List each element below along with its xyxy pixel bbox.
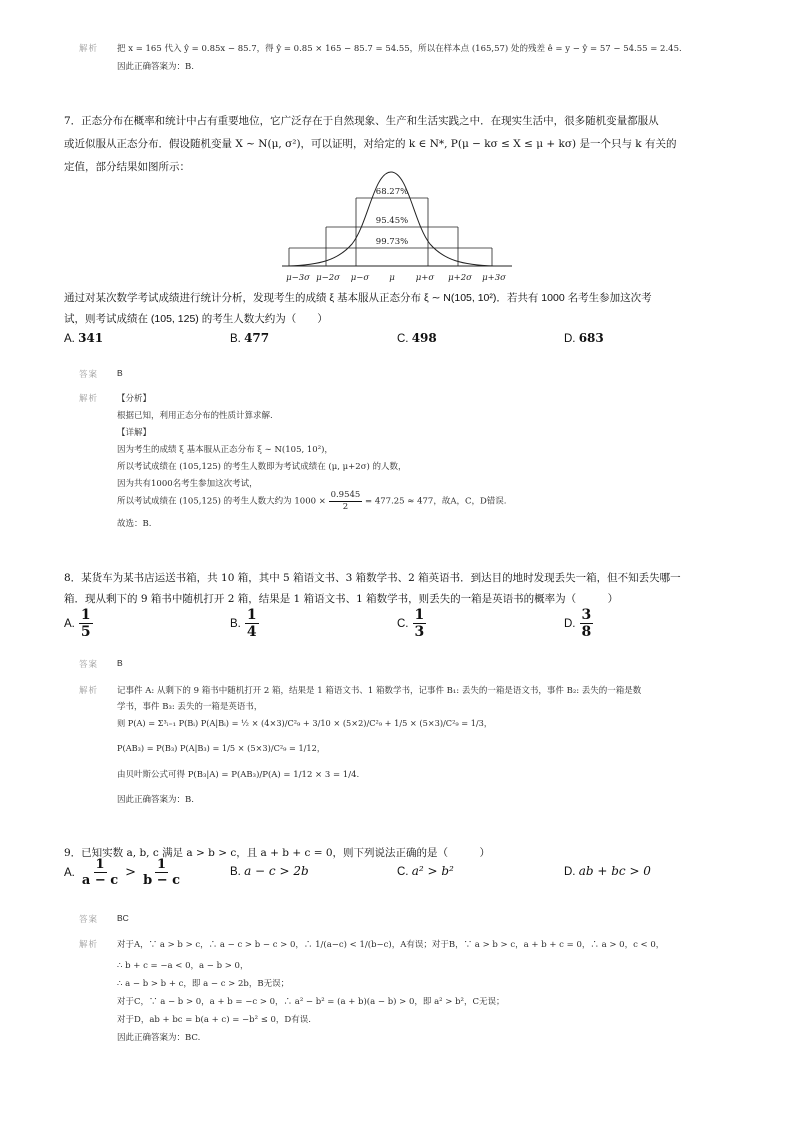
denominator: 3 — [414, 624, 425, 640]
option-value: a² > b² — [411, 864, 454, 878]
option-label: C. — [397, 333, 409, 345]
option-label: A. — [64, 333, 75, 345]
option-fraction — [80, 858, 120, 887]
numerator: 1 — [80, 607, 91, 623]
analysis-line: 因为共有1000名考生参加这次考试， — [117, 479, 258, 489]
question-8-stem: 8．某货车为某书店运送书箱，共 10 箱，其中 5 箱语文书、3 箱数学书、2 箱英语书．到达目的地时发现丢失一箱，但不知丢失哪一 — [64, 572, 681, 584]
axis-label: μ−3σ — [286, 273, 310, 283]
analysis-line: 因此正确答案为：BC. — [117, 1033, 201, 1043]
option-b[interactable] — [230, 864, 309, 878]
analysis-line: 学书，事件 B₃: 丢失的一箱是英语书， — [117, 702, 263, 712]
option-fraction — [580, 608, 594, 639]
analysis-line: ∴ a − b > b + c，即 a − c > 2b，B无误； — [117, 979, 290, 989]
analysis-line: 记事件 A: 从剩下的 9 箱书中随机打开 2 箱，结果是 1 箱语文书、1 箱数学书，记事件 B₁: 丢失的一箱是语文书，事件 B₂: 丢失的一箱是数 — [117, 686, 642, 696]
option-d[interactable] — [564, 331, 604, 345]
analysis-tag: 解析 — [79, 44, 99, 54]
option-value: 477 — [244, 331, 270, 345]
question-7-stem: 定值，部分结果如图所示： — [64, 161, 190, 173]
pct-68: 68.27% — [375, 187, 409, 197]
option-a[interactable]: A. $\frac{1}{a - c}$ > $\frac{1}{b - c}$ — [64, 857, 181, 888]
analysis-line: 所以考试成绩在 (105,125) 的考生人数即为考试成绩在 (μ, μ+2σ) 的人数， — [117, 462, 407, 472]
question-8-stem: 箱．现从剩下的 9 箱书中随机打开 2 箱，结果是 1 箱语文书、1 箱数学书，则丢失的一箱是英语书的概率为（ ） — [64, 593, 619, 605]
q6-analysis-line: 因此正确答案为：B. — [117, 62, 194, 72]
denominator: 8 — [581, 624, 592, 640]
numerator: 1 — [157, 857, 167, 872]
analysis-tag: 解析 — [79, 394, 99, 404]
answer-value: B — [117, 368, 123, 378]
option-a[interactable] — [64, 608, 93, 639]
numerator: 3 — [581, 607, 592, 623]
option-b[interactable] — [230, 608, 259, 639]
answer-value: B — [117, 658, 123, 668]
axis-label: μ — [389, 273, 395, 283]
option-d[interactable] — [564, 864, 651, 878]
axis-label: μ−σ — [350, 273, 370, 283]
option-label: D. — [564, 866, 576, 878]
analysis-line: 【详解】 — [117, 428, 152, 438]
analysis-line: ∴ b + c = −a < 0，a − b > 0， — [117, 961, 249, 971]
analysis-line: P(AB₃) = P(B₃) P(A|B₃) = 1/5 × (5×3)/C²₉ = 1/12， — [117, 743, 326, 753]
option-value: 341 — [78, 331, 104, 345]
option-value: a − c > 2b — [244, 864, 309, 878]
option-label: D. — [564, 333, 576, 345]
option-a[interactable] — [64, 331, 103, 345]
option-label: D. — [564, 617, 576, 630]
answer-value: BC — [117, 913, 129, 923]
analysis-line: 对于D，ab + bc = b(a + c) = −b² ≤ 0，D有误. — [117, 1015, 311, 1025]
option-fraction — [79, 608, 93, 639]
option-value: ab + bc > 0 — [578, 864, 651, 878]
denominator: 4 — [246, 624, 257, 640]
option-c[interactable] — [397, 608, 426, 639]
question-7-stem: 7．正态分布在概率和统计中占有重要地位，它广泛存在于自然现象、生产和生活实践之中．在现实生活中，很多随机变量都服从 — [64, 115, 659, 127]
calc-suffix: = 477.25 ≈ 477，故A，C，D错误. — [365, 496, 507, 507]
question-7-stem: 试，则考试成绩在 (105, 125) 的考生人数大约为（ ） — [64, 313, 328, 325]
fraction — [329, 491, 363, 511]
answer-tag: 答案 — [79, 915, 99, 925]
question-7-stem: 通过对某次数学考试成绩进行统计分析，发现考生的成绩 ξ 基本服从正态分布 ξ ∼ N(105, 10²)．若共有 1000 名考生参加这次考 — [64, 292, 652, 304]
option-label: B. — [230, 617, 241, 630]
option-label: B. — [230, 866, 241, 878]
denominator: b − c — [143, 873, 181, 888]
option-fraction — [245, 608, 259, 639]
numerator: 1 — [246, 607, 257, 623]
option-label: A. — [64, 617, 75, 630]
q6-analysis-line: 把 x = 165 代入 ŷ = 0.85x − 85.7，得 ŷ = 0.85 × 165 − 85.7 = 54.55，所以在样本点 (165,57) 处的残差 ê = y − ŷ = 57 − 54.55 = 2.45. — [117, 44, 682, 54]
denominator: 2 — [342, 501, 349, 512]
axis-label: μ+3σ — [482, 273, 506, 283]
option-b[interactable] — [230, 331, 269, 345]
option-value: 498 — [411, 331, 437, 345]
analysis-line: 由贝叶斯公式可得 P(B₃|A) = P(AB₃)/P(A) = 1/12 × 3 = 1/4. — [117, 770, 360, 780]
axis-label: μ+2σ — [448, 273, 472, 283]
normal-distribution-figure — [280, 168, 520, 286]
answer-tag: 答案 — [79, 660, 99, 670]
analysis-line: 【分析】 — [117, 394, 152, 404]
option-label: B. — [230, 333, 241, 345]
option-value: 683 — [578, 331, 604, 345]
option-fraction — [141, 858, 182, 887]
analysis-line: 根据已知，利用正态分布的性质计算求解. — [117, 411, 273, 421]
analysis-final: 故选：B. — [117, 519, 152, 529]
option-d[interactable] — [564, 608, 593, 639]
analysis-line: 因为考生的成绩 ξ 基本服从正态分布 ξ ∼ N(105, 10²)， — [117, 445, 333, 455]
calc-prefix: 所以考试成绩在 (105,125) 的考生人数大约为 1000 × — [117, 496, 326, 507]
analysis-line: 对于A，∵ a > b > c，∴ a − c > b − c > 0，∴ 1/(a−c) < 1/(b−c)，A有误；对于B，∵ a > b > c，a + b + c = 0，∴ a > 0，c < 0， — [117, 940, 665, 950]
analysis-tag: 解析 — [79, 940, 99, 950]
analysis-tag: 解析 — [79, 686, 99, 696]
option-label: C. — [397, 866, 409, 878]
question-7-stem: 或近似服从正态分布．假设随机变量 X ∼ N(μ, σ²)，可以证明，对给定的 k ∈ N*, P(μ − kσ ≤ X ≤ μ + kσ) 是一个只与 k 有关的 — [64, 138, 677, 150]
pct-95: 95.45% — [375, 216, 409, 226]
option-c[interactable] — [397, 864, 454, 878]
option-label: C. — [397, 617, 409, 630]
denominator: a − c — [81, 873, 119, 888]
pct-99: 99.73% — [375, 237, 409, 247]
numerator: 0.9545 — [330, 490, 361, 500]
option-fraction — [413, 608, 427, 639]
answer-tag: 答案 — [79, 370, 99, 380]
option-label: A. — [64, 866, 75, 879]
analysis-line: 对于C，∵ a − b > 0，a + b = −c > 0，∴ a² − b² = (a + b)(a − b) > 0，即 a² > b²，C无误； — [117, 997, 505, 1007]
numerator: 1 — [414, 607, 425, 623]
question-9-stem: 9．已知实数 a, b, c 满足 a > b > c，且 a + b + c = 0，则下列说法正确的是（ ） — [64, 847, 491, 859]
analysis-line: 因此正确答案为：B. — [117, 795, 194, 805]
option-c[interactable] — [397, 331, 437, 345]
analysis-calc-line — [117, 491, 507, 511]
axis-label: μ+σ — [415, 273, 435, 283]
axis-label: μ−2σ — [316, 273, 340, 283]
denominator: 5 — [80, 624, 91, 640]
analysis-line: 则 P(A) = Σ³ᵢ₌₁ P(Bᵢ) P(A|Bᵢ) = ½ × (4×3)/C²₉ + 3/10 × (5×2)/C²₉ + 1/5 × (5×3)/C²₉ = 1/3， — [117, 718, 493, 728]
numerator: 1 — [95, 857, 105, 872]
